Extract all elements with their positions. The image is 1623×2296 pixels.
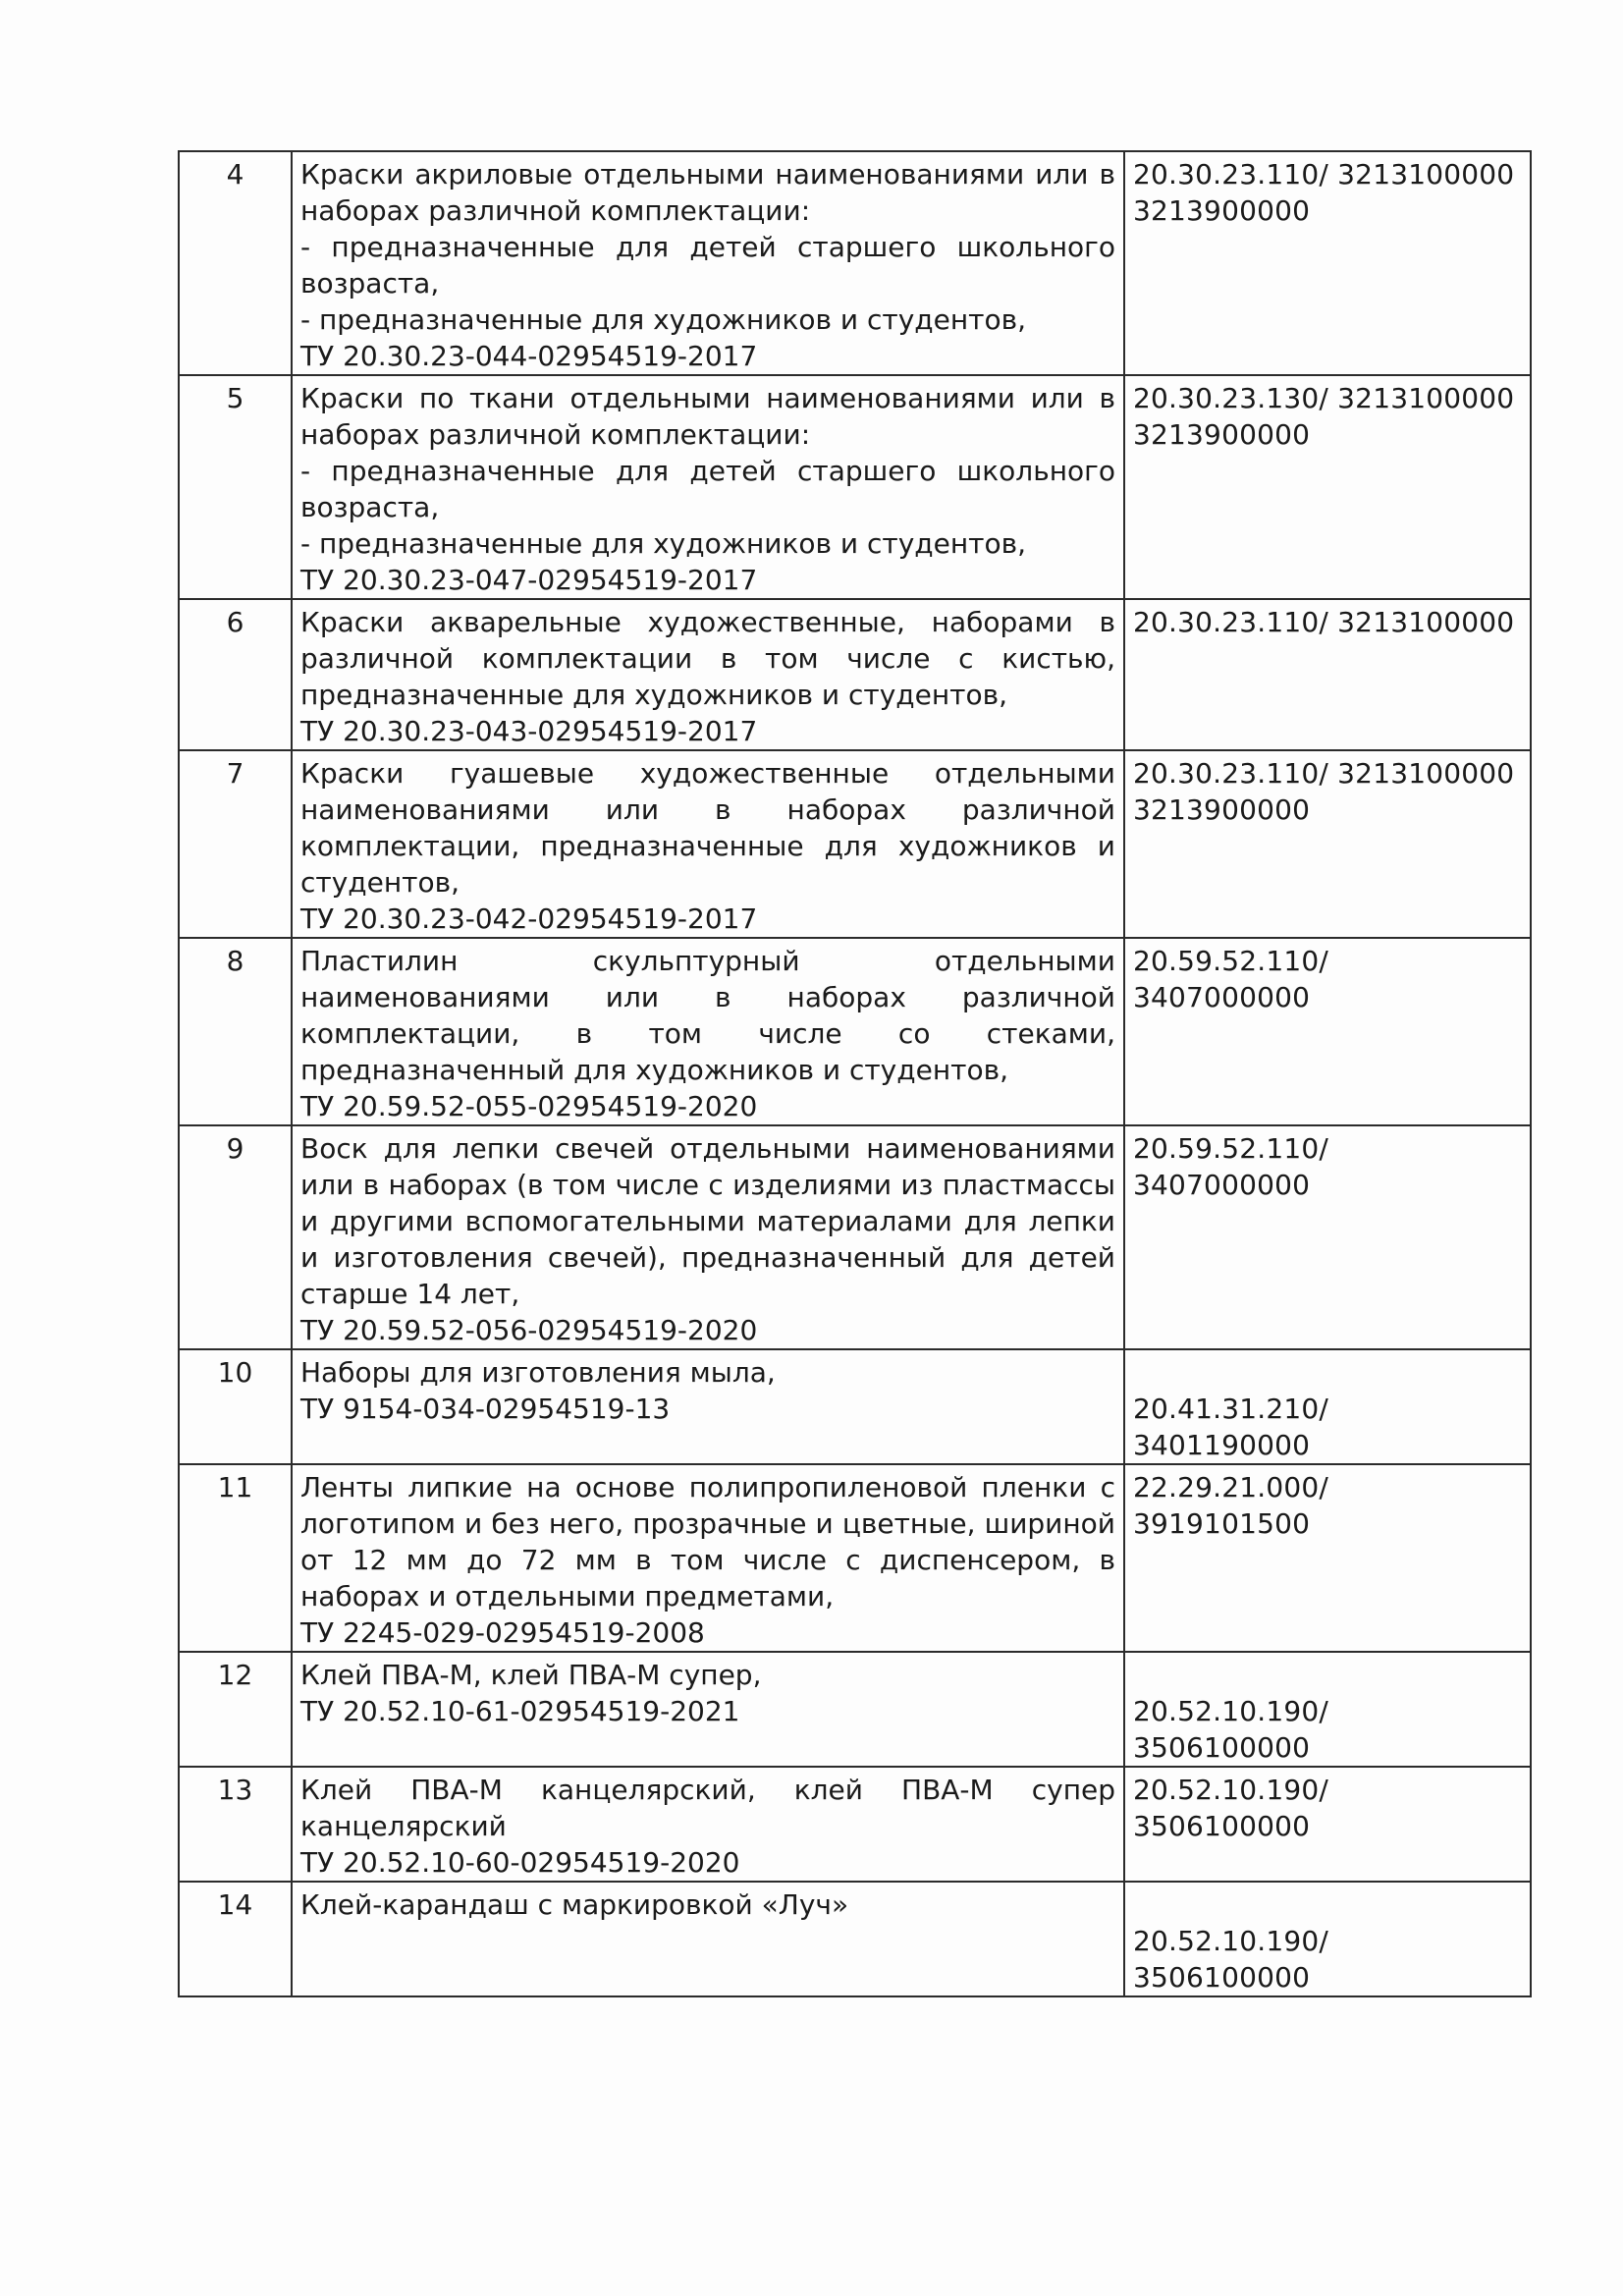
product-table <box>178 150 1532 1997</box>
code-line: 3506100000 <box>1133 1731 1311 1764</box>
code-line: 20.41.31.210/ <box>1133 1393 1329 1425</box>
code-line: 3506100000 <box>1133 1810 1311 1842</box>
code-line <box>1133 1657 1522 1693</box>
code-line: 22.29.21.000/ <box>1133 1471 1329 1503</box>
description-line: Наборы для изготовления мыла, <box>300 1356 776 1389</box>
description-line: ТУ 20.52.10-60-02954519-2020 <box>300 1846 740 1879</box>
description-line: - предназначенные для художников и студентов, <box>300 527 1027 560</box>
description-line: ТУ 20.30.23-042-02954519-2017 <box>300 902 758 935</box>
classification-codes <box>1124 1349 1531 1464</box>
table-row <box>179 151 1531 375</box>
description-line: ТУ 2245-029-02954519-2008 <box>300 1616 705 1649</box>
description-line: ТУ 20.59.52-055-02954519-2020 <box>300 1090 758 1122</box>
description-line: ТУ 20.30.23-047-02954519-2017 <box>300 564 758 596</box>
code-line <box>1133 1354 1522 1391</box>
code-line: 20.30.23.130/ 3213100000 <box>1133 382 1515 414</box>
code-line: 20.59.52.110/ <box>1133 1132 1329 1165</box>
row-number: 6 <box>179 599 292 750</box>
code-line <box>1133 1886 1522 1923</box>
description-line: ТУ 20.30.23-043-02954519-2017 <box>300 715 758 747</box>
product-description <box>292 151 1124 375</box>
code-line: 3506100000 <box>1133 1961 1311 1994</box>
table-row <box>179 938 1531 1125</box>
row-number: 7 <box>179 750 292 938</box>
product-description <box>292 938 1124 1125</box>
code-line: 3407000000 <box>1133 981 1311 1013</box>
row-number: 11 <box>179 1464 292 1652</box>
code-line: 20.52.10.190/ <box>1133 1774 1329 1806</box>
code-line: 20.52.10.190/ <box>1133 1695 1329 1727</box>
classification-codes <box>1124 151 1531 375</box>
row-number: 8 <box>179 938 292 1125</box>
table-row <box>179 599 1531 750</box>
table-row <box>179 1652 1531 1767</box>
description-line: Краски акриловые отдельными наименованиями или в наборах различной комплектации: <box>300 158 1124 227</box>
code-line: 3213900000 <box>1133 418 1311 451</box>
code-line: 20.59.52.110/ <box>1133 945 1329 977</box>
table-row <box>179 1349 1531 1464</box>
classification-codes <box>1124 1652 1531 1767</box>
description-line: Ленты липкие на основе полипропиленовой пленки с логотипом и без него, прозрачные и цветные, шириной от 12 мм до 72 мм в том числе с диспенсером, в наборах и отдельными предметами, <box>300 1471 1124 1613</box>
code-line: 20.30.23.110/ 3213100000 <box>1133 158 1515 191</box>
product-description <box>292 599 1124 750</box>
row-number: 5 <box>179 375 292 599</box>
row-number: 4 <box>179 151 292 375</box>
code-line: 3213900000 <box>1133 194 1311 227</box>
description-line: - предназначенные для детей старшего школьного возраста, <box>300 455 1124 523</box>
description-line: Клей ПВА-М канцелярский, клей ПВА-М супер канцелярский <box>300 1774 1124 1842</box>
description-line: ТУ 20.59.52-056-02954519-2020 <box>300 1314 758 1346</box>
table-row <box>179 1882 1531 1996</box>
classification-codes <box>1124 1125 1531 1349</box>
classification-codes <box>1124 1464 1531 1652</box>
product-description <box>292 375 1124 599</box>
row-number: 14 <box>179 1882 292 1996</box>
row-number: 9 <box>179 1125 292 1349</box>
table-row <box>179 375 1531 599</box>
description-line: Краски акварельные художественные, наборами в различной комплектации в том числе с кистью, предназначенные для художников и студентов, <box>300 606 1124 711</box>
row-number: 12 <box>179 1652 292 1767</box>
classification-codes <box>1124 1767 1531 1882</box>
row-number: 13 <box>179 1767 292 1882</box>
description-line: Воск для лепки свечей отдельными наименованиями или в наборах (в том числе с изделиями из пластмассы и другими вспомогательными материалами для лепки и изготовления свечей), предназначенный для детей старше 14 лет, <box>300 1132 1124 1310</box>
product-description <box>292 1349 1124 1464</box>
code-line: 20.30.23.110/ 3213100000 <box>1133 757 1515 790</box>
description-line: Пластилин скульптурный отдельными наименованиями или в наборах различной комплектации, в том числе со стеками, предназначенный для художников и студентов, <box>300 945 1124 1086</box>
classification-codes <box>1124 938 1531 1125</box>
product-description <box>292 750 1124 938</box>
description-line: ТУ 9154-034-02954519-13 <box>300 1393 671 1425</box>
product-description <box>292 1125 1124 1349</box>
table-row <box>179 1767 1531 1882</box>
classification-codes <box>1124 375 1531 599</box>
table-row <box>179 1464 1531 1652</box>
classification-codes <box>1124 599 1531 750</box>
product-description <box>292 1464 1124 1652</box>
description-line: - предназначенные для детей старшего школьного возраста, <box>300 231 1124 300</box>
code-line: 3213900000 <box>1133 793 1311 826</box>
classification-codes <box>1124 750 1531 938</box>
description-line: ТУ 20.30.23-044-02954519-2017 <box>300 340 758 372</box>
code-line: 20.52.10.190/ <box>1133 1925 1329 1957</box>
product-table-body <box>179 151 1531 1996</box>
description-line: ТУ 20.52.10-61-02954519-2021 <box>300 1695 740 1727</box>
classification-codes <box>1124 1882 1531 1996</box>
row-number: 10 <box>179 1349 292 1464</box>
table-row <box>179 750 1531 938</box>
code-line: 3407000000 <box>1133 1169 1311 1201</box>
product-description <box>292 1882 1124 1996</box>
description-line: - предназначенные для художников и студентов, <box>300 303 1027 336</box>
product-description <box>292 1767 1124 1882</box>
description-line: Клей-карандаш с маркировкой «Луч» <box>300 1888 849 1921</box>
description-line: Краски гуашевые художественные отдельными наименованиями или в наборах различной комплектации, предназначенные для художников и студентов, <box>300 757 1124 899</box>
description-line: Краски по ткани отдельными наименованиями или в наборах различной комплектации: <box>300 382 1124 451</box>
code-line: 3401190000 <box>1133 1429 1311 1461</box>
table-row <box>179 1125 1531 1349</box>
description-line: Клей ПВА-М, клей ПВА-М супер, <box>300 1659 762 1691</box>
code-line: 3919101500 <box>1133 1507 1311 1540</box>
product-description <box>292 1652 1124 1767</box>
code-line: 20.30.23.110/ 3213100000 <box>1133 606 1515 638</box>
